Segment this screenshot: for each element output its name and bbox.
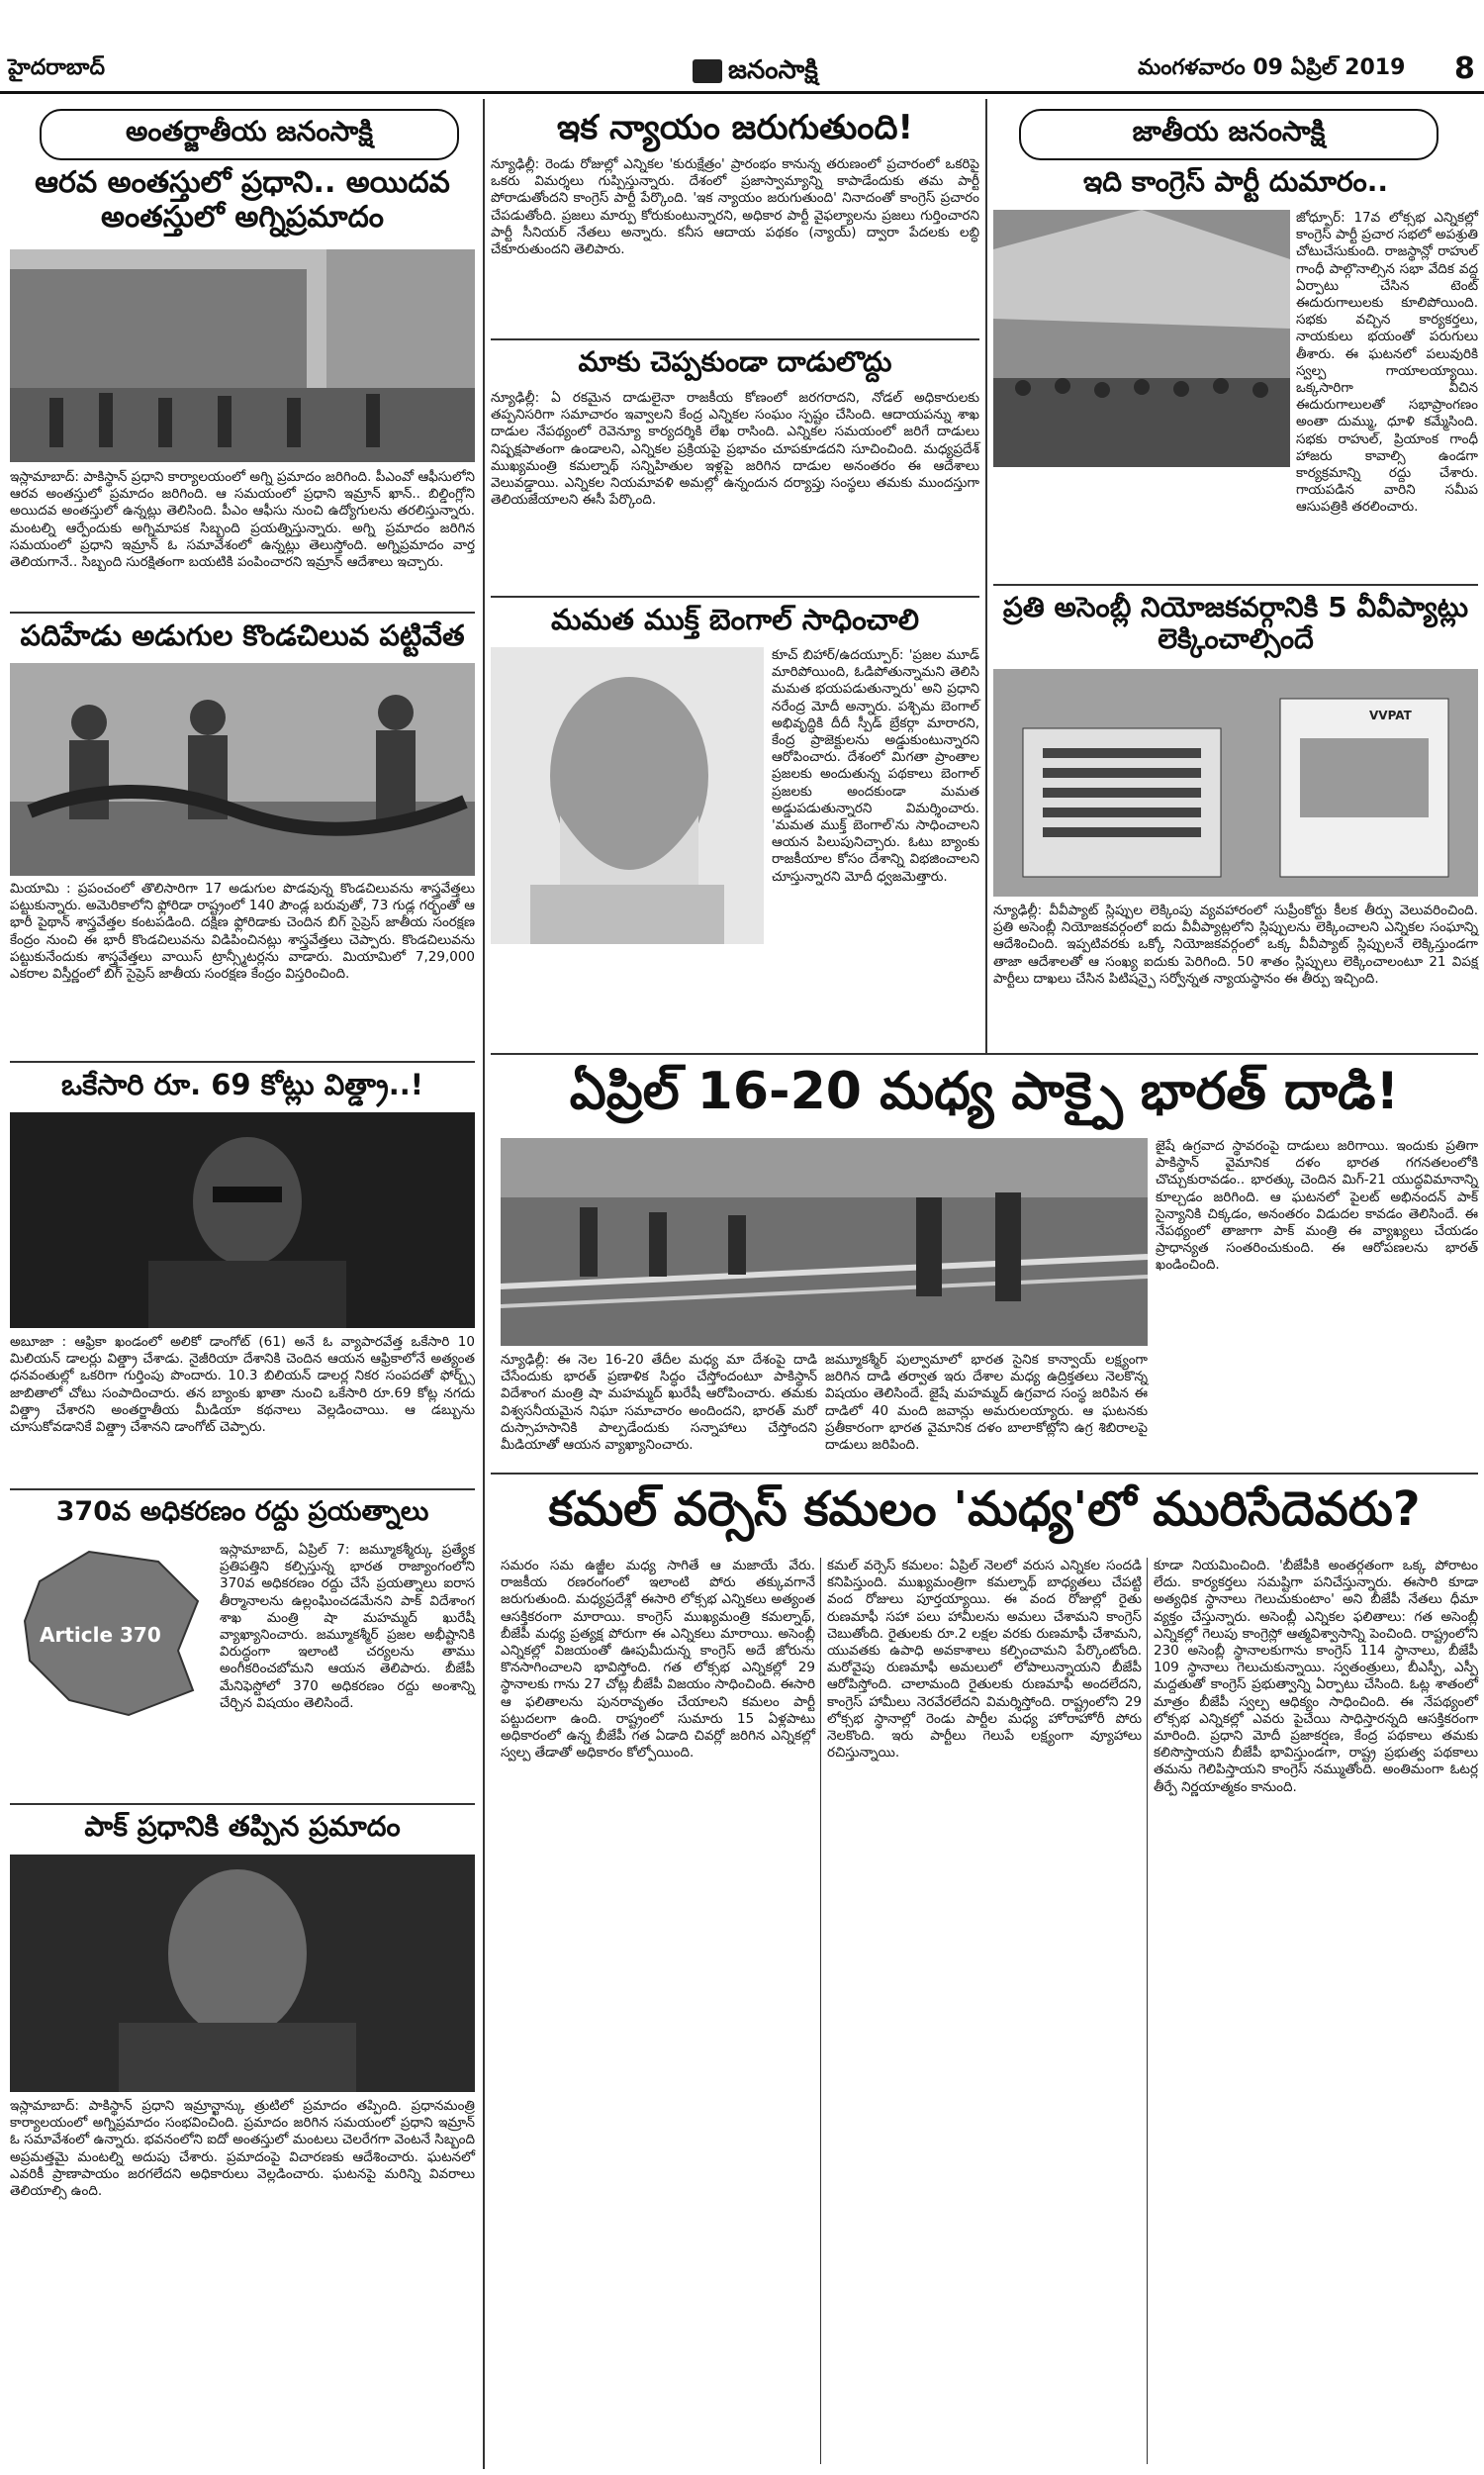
article-headline: మమత ముక్త్ బెంగాల్ సాధించాలి: [550, 603, 920, 636]
article-divider: [993, 584, 1478, 586]
article-body-continued: [10, 1730, 475, 1801]
article-body-continued: [491, 948, 979, 1047]
article-headline: మాకు చెప్పకుండా దాడులొద్దు: [578, 345, 892, 378]
section-divider: [491, 1053, 1478, 1055]
article-divider: [10, 1061, 475, 1063]
article-body: న్యూఢిల్లీ: ఈ నెల 16-20 తేదీల మధ్య మా దేశంపై దాడి చేసేందుకు భారత్ ప్రణాళిక సిద్ధం చేస్తోందంటూ పాకిస్థాన్ విదేశాంగ మంత్రి షా మహమ్మద్ ఖురేషీ ఆరోపించారు. తమకు విశ్వసనీయమైన నిఘా సమాచారం అందిందని, భారత్ మరో దుస్సాహసానికి పాల్పడేందుకు సన్నాహాలు చేస్తోందని మీడియాతో ఆయన వ్యాఖ్యానించారు.: [501, 1352, 817, 1454]
article-headline: పాక్ ప్రధానికి తప్పిన ప్రమాదం: [84, 1810, 401, 1843]
businessman-photo: [10, 1112, 475, 1328]
logo-text: జనంసాక్షి: [728, 55, 818, 85]
map-label: Article 370: [40, 1623, 161, 1647]
section-national: జాతీయ జనంసాక్షి: [1019, 109, 1438, 160]
section-international: అంతర్జాతీయ జనంసాక్షి: [40, 109, 459, 160]
article-divider: [10, 612, 475, 614]
banner-headline: కమల్ వర్సెస్ కమలం 'మధ్య'లో మురిసేదెవరు?: [548, 1481, 1421, 1537]
article-headline: ఇక న్యాయం జరుగుతుంది!: [556, 108, 914, 147]
article-headline: 370వ అధికరణం రద్దు ప్రయత్నాలు: [55, 1496, 429, 1527]
vvpat-machine-photo: [993, 669, 1478, 897]
masthead-date: మంగళవారం 09 ఏప్రిల్ 2019: [1138, 55, 1406, 80]
article-divider: [10, 1488, 475, 1490]
page-number: 8: [1454, 51, 1475, 86]
article-divider: [491, 596, 979, 598]
article-body: కమల్ వర్సెస్ కమలం: ఏప్రిల్ నెలలో వరుస ఎన్నికల సందడి కనిపిస్తుంది. ముఖ్యమంత్రిగా కమల్నాథ్ బాధ్యతలు చేపట్టి వంద రోజులు పూర్తయ్యాయి. ఈ వంద రోజుల్లో రైతు రుణమాఫీ సహా పలు హామీలను అమలు చేశామని కాంగ్రెస్ చెబుతోంది. రైతులకు రూ.2 లక్షల వరకు రుణమాఫీ చేశామని, యువతకు ఉపాధి అవకాశాలు కల్పించామని పేర్కొంటోంది. మరోవైపు రుణమాఫీ అమలులో లోపాలున్నాయని బీజేపీ ఆరోపిస్తోంది. చాలామంది రైతులకు రుణమాఫీ అందలేదని, కాంగ్రెస్ హామీలు నెరవేరలేదని విమర్శిస్తోంది. రాష్ట్రంలోని 29 లోక్సభ స్థానాల్లో రెండు పార్టీల మధ్య హోరాహోరీ పోరు నెలకొంది. ఇరు పార్టీలు గెలుపే లక్ష్యంగా వ్యూహాలు రచిస్తున్నాయి.: [827, 1558, 1142, 1761]
imran-khan-photo: [10, 1855, 475, 2092]
article-body: జైషే ఉగ్రవాద స్థావరంపై దాడులు జరిగాయి. ఇందుకు ప్రతిగా పాకిస్థాన్ వైమానిక దళం భారత గగనతలంలోకి చొచ్చుకురావడం.. భారత్కు చెందిన మిగ్-21 యుద్ధవిమానాన్ని కూల్చడం జరిగింది. ఆ ఘటనలో పైలట్ అభినందన్ పాక్ సైన్యానికి చిక్కడం, అనంతరం విడుదల కావడం తెలిసిందే. ఈ నేపథ్యంలో తాజాగా పాక్ మంత్రి ఈ వ్యాఖ్యలు చేయడం ప్రాధాన్యత సంతరించుకుంది. ఈ ఆరోపణలను భారత్ ఖండించింది.: [1156, 1138, 1478, 1274]
kashmir-map: [10, 1542, 213, 1725]
article-headline: ఆరవ అంతస్తులో ప్రధాని.. అయిదవ అంతస్తులో అగ్నిప్రమాదం: [35, 165, 450, 235]
masthead-rule: [0, 91, 1484, 94]
article-body: అబూజా : ఆఫ్రికా ఖండంలో అలికో డాంగోట్ (61) అనే ఓ వ్యాపారవేత్త ఒకేసారి 10 మిలియన్ డాలర్లు విత్డ్రా చేశాడు. నైజీరియా దేశానికి చెందిన ఆయన ఆఫ్రికాలోనే అత్యంత ధనవంతుల్లో ఒకరిగా గుర్తింపు పొందారు. 10.3 బిలియన్ డాలర్ల నికర సంపదతో ఫోర్బ్స్ జాబితాలో చోటు సంపాదించారు. తన బ్యాంకు ఖాతా నుంచి ఒకేసారి రూ.69 కోట్ల నగదు విత్డ్రా చేశారని అంతర్జాతీయ మీడియా కథనాలు వెల్లడించాయి. ఆ డబ్బును చూసుకోవడానికే విత్డ్రా చేశానని డాంగోట్ చెప్పారు.: [10, 1334, 475, 1436]
article-body-continued: [993, 471, 1478, 580]
banner-headline: ఏప్రిల్ 16-20 మధ్య పాక్పై భారత్ దాడి!: [569, 1062, 1400, 1121]
article-body: సమరం సమ ఉజ్జీల మధ్య సాగితే ఆ మజాయే వేరు. రాజకీయ రణరంగంలో ఇలాంటి పోరు తక్కువగానే జరుగుతుంది. మధ్యప్రదేశ్లో ఈసారి లోక్సభ ఎన్నికలు అత్యంత ఆసక్తికరంగా మారాయి. కాంగ్రెస్ ముఖ్యమంత్రి కమల్నాథ్, బీజేపీ మధ్య ప్రత్యక్ష పోరుగా ఈ ఎన్నికలు మారాయి. అసెంబ్లీ ఎన్నికల్లో విజయంతో ఊపుమీదున్న కాంగ్రెస్ అదే జోరును కొనసాగించాలని భావిస్తోంది. గత లోక్సభ ఎన్నికల్లో 29 స్థానాలకు గాను 27 చోట్ల బీజేపీ విజయం సాధించింది. ఈసారి ఆ ఫలితాలను పునరావృతం చేయాలని కమలం పార్టీ పట్టుదలగా ఉంది. రాష్ట్రంలో సుమారు 15 ఏళ్లపాటు అధికారంలో ఉన్న బీజేపీ గత ఏడాది చివర్లో జరిగిన ఎన్నికల్లో స్వల్ప తేడాతో అధికారం కోల్పోయింది.: [501, 1558, 815, 1761]
article-headline: ఒకేసారి రూ. 69 కోట్లు విత్డ్రా..!: [60, 1068, 423, 1101]
article-body: జమ్మూకశ్మీర్ పుల్వామాలో భారత సైనిక కాన్వాయ్ లక్ష్యంగా జరిగిన దాడి తర్వాత ఇరు దేశాల మధ్య ఉద్రిక్తతలు నెలకొన్న విషయం తెలిసిందే. జైషే మహమ్మద్ ఉగ్రవాద సంస్థ జరిపిన ఈ దాడిలో 40 మంది జవాన్లు అమరులయ్యారు. ఆ ఘటనకు ప్రతీకారంగా భారత వైమానిక దళం బాలాకోట్లోని ఉగ్ర శిబిరాలపై దాడులు జరిపింది.: [825, 1352, 1148, 1454]
soldiers-bridge-photo: [501, 1138, 1148, 1346]
modi-photo: [491, 647, 764, 944]
column-divider: [483, 99, 485, 1371]
column-divider: [985, 99, 987, 1054]
masthead-logo: [693, 55, 818, 91]
fire-building-photo: [10, 249, 475, 462]
tent-collapse-photo: [993, 210, 1290, 467]
article-body: న్యూఢిల్లీ: రెండు రోజుల్లో ఎన్నికల 'కురుక్షేత్రం' ప్రారంభం కానున్న తరుణంలో ప్రచారంలో ఒకరిపై ఒకరు విమర్శలు గుప్పిస్తున్నారు. దేశంలో ప్రజాస్వామ్యాన్ని కాపాడేందుకు తమ పార్టీ పోరాడుతోందని కాంగ్రెస్ పార్టీ పేర్కొంది. 'ఇక న్యాయం జరుగుతుంది' నినాదంతో కాంగ్రెస్ ప్రచారం చేపడుతోంది. ప్రజలు మార్పు కోరుకుంటున్నారని, అధికార పార్టీ వైఫల్యాలను ప్రజలు గుర్తించారని పార్టీ సీనియర్ నేతలు అన్నారు. కనీస ఆదాయ పథకం (న్యాయ్) ద్వారా పేదలకు లబ్ధి చేకూరుతుందని తెలిపారు.: [491, 156, 979, 258]
python-photo: [10, 663, 475, 876]
article-body: ఇస్లామాబాద్: పాకిస్థాన్ ప్రధాని ఇమ్రాన్ఖాన్కు త్రుటిలో ప్రమాదం తప్పింది. ప్రధానమంత్రి కార్యాలయంలో అగ్నిప్రమాదం సంభవించింది. ప్రమాదం జరిగిన సమయంలో ప్రధాని ఇమ్రాన్ ఓ సమావేశంలో ఉన్నారు. భవనంలోని ఐదో అంతస్తులో మంటలు చెలరేగగా వెంటనే సిబ్బంది అప్రమత్తమై మంటల్ని అదుపు చేశారు. ప్రమాదంపై విచారణకు ఆదేశించారు. ఘటనలో ఎవరికీ ప్రాణాపాయం జరగలేదని అధికారులు వెల్లడించారు. ఘటనపై మరిన్ని వివరాలు తెలియాల్సి ఉంది.: [10, 2098, 475, 2200]
column-divider: [820, 1558, 821, 2464]
article-body: మియామి : ప్రపంచంలో తొలిసారిగా 17 అడుగుల పొడవున్న కొండచిలువను శాస్త్రవేత్తలు పట్టుకున్నారు. అమెరికాలోని ఫ్లోరిడా రాష్ట్రంలో 140 పౌండ్ల బరువుతో, 73 గుడ్ల గర్భంతో ఆ భారీ పైథాన్ శాస్త్రవేత్తల కంటపడింది. దక్షిణ ఫ్లోరిడాకు చెందిన బిగ్ సైప్రెస్ జాతీయ సంరక్షణ కేంద్రం నుంచి ఈ భారీ కొండచిలువను విడిపించినట్లు శాస్త్రవేత్తలు చెప్పారు. కొండచిలువను పట్టుకునేందుకు శాస్త్రవేత్తలు వాయిస్ ట్రాన్స్మీటర్లను వాడారు. మియామిలో 7,29,000 ఎకరాల విస్తీర్ణంలో బిగ్ సైప్రెస్ జాతీయ సంరక్షణ కేంద్రం విస్తరించింది.: [10, 881, 475, 983]
article-headline: పదిహేడు అడుగుల కొండచిలువ పట్టివేత: [20, 619, 465, 652]
article-body: కూచ్ బిహార్/ఉదయ్పూర్: 'ప్రజల మూడ్ మారిపోయింది, ఓడిపోతున్నామని తెలిసి మమత భయపడుతున్నారు' అని ప్రధాని నరేంద్ర మోదీ అన్నారు. పశ్చిమ బెంగాల్ అభివృద్ధికి దీదీ స్పీడ్ బ్రేకర్గా మారారని, కేంద్ర ప్రాజెక్టులను అడ్డుకుంటున్నారని ఆరోపించారు. దేశంలో మిగతా ప్రాంతాల ప్రజలకు అందుతున్న పథకాలు బెంగాల్ ప్రజలకు అందకుండా మమత అడ్డుపడుతున్నారని విమర్శించారు. 'మమత ముక్త్ బెంగాల్'ను సాధించాలని ఆయన పిలుపునిచ్చారు. ఓటు బ్యాంకు రాజకీయాల కోసం దేశాన్ని విభజించాలని చూస్తున్నారని మోదీ ధ్వజమెత్తారు.: [772, 647, 979, 885]
column-divider: [483, 1371, 485, 2469]
article-body: న్యూఢిల్లీ: ఏ రకమైన దాడులైనా రాజకీయ కోణంలో జరగరాదని, నోడల్ అధికారులకు తప్పనిసరిగా సమాచారం ఇవ్వాలని కేంద్ర ఎన్నికల సంఘం స్పష్టం చేసింది. ఆదాయపన్ను శాఖ దాడుల నేపథ్యంలో రెవెన్యూ కార్యదర్శికి లేఖ రాసింది. ఎన్నికల సమయంలో జరిగే దాడులు నిష్పక్షపాతంగా ఉండాలని, ఎన్నికల ప్రక్రియపై ప్రభావం చూపకూడదని సూచించింది. మధ్యప్రదేశ్ ముఖ్యమంత్రి కమల్నాథ్ సన్నిహితుల ఇళ్లపై జరిగిన దాడుల అనంతరం ఈ ఆదేశాలు వెలువడ్డాయి. ఎన్నికల నియమావళి అమల్లో ఉన్నందున దర్యాప్తు సంస్థలు తమకు ముందస్తుగా తెలియజేయాలని ఈసీ పేర్కొంది.: [491, 390, 979, 509]
article-headline: ప్రతి అసెంబ్లీ నియోజకవర్గానికి 5 వీవీప్యాట్లు లెక్కించాల్సిందే: [1002, 591, 1469, 656]
logo-icon: [693, 59, 722, 83]
article-body: కూడా నియమించింది. 'బీజేపీకి అంతర్గతంగా ఒక్క పోరాటం లేదు. కార్యకర్తలు సమష్టిగా పనిచేస్తున్నారు. ఈసారి కూడా అత్యధిక స్థానాలు గెలుచుకుంటాం' అని బీజేపీ నేతలు ధీమా వ్యక్తం చేస్తున్నారు. అసెంబ్లీ ఎన్నికల ఫలితాలు: గత అసెంబ్లీ ఎన్నికల్లో గెలుపు కాంగ్రెస్లో ఆత్మవిశ్వాసాన్ని పెంచింది. రాష్ట్రంలోని 230 అసెంబ్లీ స్థానాలకుగాను కాంగ్రెస్ 114 స్థానాలు, బీజేపీ 109 స్థానాలు గెలుచుకున్నాయి. స్వతంత్రులు, బీఎస్పీ, ఎస్పీ మద్దతుతో కాంగ్రెస్ ప్రభుత్వాన్ని ఏర్పాటు చేసింది. ఓట్ల శాతంలో మాత్రం బీజేపీ స్వల్ప ఆధిక్యం సాధించింది. ఈ నేపథ్యంలో లోక్సభ ఎన్నికల్లో ఎవరు పైచేయి సాధిస్తారన్నది ఆసక్తికరంగా మారింది. ప్రధాని మోదీ ప్రజాకర్షణ, కేంద్ర పథకాలు తమకు కలిసొస్తాయని బీజేపీ భావిస్తుండగా, రాష్ట్ర ప్రభుత్వ పథకాలు తమను గెలిపిస్తాయని కాంగ్రెస్ నమ్ముతోంది. అంతిమంగా ఓటర్ల తీర్పే నిర్ణయాత్మకం కానుంది.: [1154, 1558, 1478, 1795]
section-divider: [491, 1473, 1478, 1475]
column-divider: [1147, 1558, 1148, 2464]
article-headline: ఇది కాంగ్రెస్ పార్టీ దుమారం..: [1082, 165, 1389, 198]
masthead-city: హైదరాబాద్: [8, 55, 105, 80]
article-body-part: ఇస్లామాబాద్, ఏప్రిల్ 7: జమ్మూకశ్మీర్కు ప్రత్యేక ప్రతిపత్తిని కల్పిస్తున్న భారత రాజ్యాంగంలోని 370వ అధికరణం రద్దు చేసే ప్రయత్నాలు ఐరాస తీర్మానాలను ఉల్లంఘించడమేనని పాక్ విదేశాంగ శాఖ మంత్రి షా మహమ్మద్ ఖురేషీ వ్యాఖ్యానించారు. జమ్మూకశ్మీర్ ప్రజల అభీష్టానికి విరుద్ధంగా ఇలాంటి చర్యలను తాము అంగీకరించబోమని ఆయన తెలిపారు. బీజేపీ మేనిఫెస్టోలో 370 అధికరణం రద్దు అంశాన్ని చేర్చిన విషయం తెలిసిందే.: [220, 1542, 475, 1711]
article-divider: [10, 1803, 475, 1805]
article-body: న్యూఢిల్లీ: వీవీప్యాట్ స్లిప్పుల లెక్కింపు వ్యవహారంలో సుప్రీంకోర్టు కీలక తీర్పు వెలువరించింది. ప్రతి అసెంబ్లీ నియోజకవర్గంలో ఐదు వీవీప్యాట్లలోని స్లిప్పులను లెక్కించాలని ఎన్నికల సంఘాన్ని ఆదేశించింది. ఇప్పటివరకు ఒక్కో నియోజకవర్గంలో ఒక్క వీవీప్యాట్ స్లిప్పులనే లెక్కిస్తుండగా తాజా ఆదేశాలతో ఆ సంఖ్య ఐదుకు పెరిగింది. 50 శాతం స్లిప్పులు లెక్కించాలంటూ 21 విపక్ష పార్టీలు దాఖలు చేసిన పిటిషన్పై సర్వోన్నత న్యాయస్థానం ఈ తీర్పు ఇచ్చింది.: [993, 903, 1478, 987]
article-body: ఇస్లామాబాద్: పాకిస్థాన్ ప్రధాని కార్యాలయంలో అగ్ని ప్రమాదం జరిగింది. పీఎంవో ఆఫీసులోని ఆరవ అంతస్తులో ప్రమాదం జరిగింది. ఆ సమయంలో ప్రధాని ఇమ్రాన్ ఖాన్.. బిల్డింగ్లోని అయిదవ అంతస్తులో ఉన్నట్లు తెలిసింది. పీఎం ఆఫీసు నుంచి ఉద్యోగులను తరలిస్తున్నారు. మంటల్ని ఆర్పేందుకు అగ్నిమాపక సిబ్బంది ప్రయత్నిస్తున్నారు. అగ్ని ప్రమాదం జరిగిన సమయంలో ప్రధాని ఇమ్రాన్ ఓ సమావేశంలో ఉన్నట్లు తెలుస్తోంది. అగ్నిప్రమాదం వార్త తెలియగానే.. సిబ్బంది సురక్షితంగా బయటికి పంపించారని ఇమ్రాన్ ఆదేశాలు ఇచ్చారు.: [10, 469, 475, 571]
article-divider: [491, 338, 979, 340]
vvpat-label: VVPAT: [1369, 709, 1412, 722]
masthead: [0, 0, 1484, 95]
article-body: జోధ్పూర్: 17వ లోక్సభ ఎన్నికల్లో కాంగ్రెస్ పార్టీ ప్రచార సభలో అపశ్రుతి చోటుచేసుకుంది. రాజస్థాన్లో రాహుల్ గాంధీ పాల్గొనాల్సిన సభా వేదిక వద్ద ఏర్పాటు చేసిన టెంట్ ఈదురుగాలులకు కూలిపోయింది. సభకు వచ్చిన కార్యకర్తలు, నాయకులు భయంతో పరుగులు తీశారు. ఈ ఘటనలో పలువురికి స్వల్ప గాయాలయ్యాయి. ఒక్కసారిగా వీచిన ఈదురుగాలులతో సభాప్రాంగణం అంతా దుమ్ము, ధూళి కమ్మేసింది. సభకు రాహుల్, ప్రియాంక గాంధీ హాజరు కావాల్సి ఉండగా కార్యక్రమాన్ని రద్దు చేశారు. గాయపడిన వారిని సమీప ఆసుపత్రికి తరలించారు.: [1296, 210, 1478, 516]
